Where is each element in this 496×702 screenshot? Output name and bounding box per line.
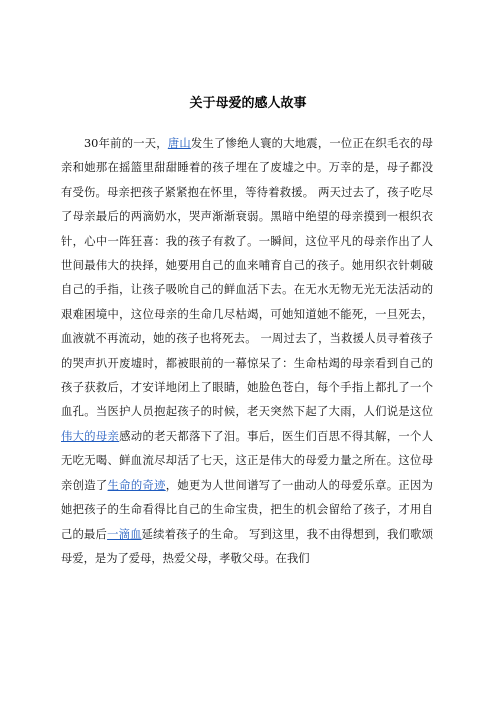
paragraph-text: 发生了惨绝人寰的大地震，一位正在织毛衣的母亲和她那在摇篮里甜甜睡着的孩子埋在了废墟之中。万幸的是，母子都没有受伤。母亲把孩子紧紧抱在怀里，等待着救援。 两天过去了，孩子吃尽了母亲最后的两滴奶水，哭声渐渐衰弱。黑暗中绝望的母亲摸到一根织衣针，心中一阵狂喜：我的孩子有救了。一瞬间，这位平凡的母亲作出了人世间最伟大的抉择，她要用自己的血来哺育自己的孩子。她用织衣针刺破自己的手指，让孩子吸吮自己的鲜血活下去。在无水无物无光无法活动的艰难困境中，这位母亲的生命几尽枯竭，可她知道她不能死，一旦死去，血液就不再流动，她的孩子也将死去。 一周过去了，当救援人员寻着孩子的哭声扒开废墟时，都被眼前的一幕惊呆了：生命枯竭的母亲看到自己的孩子获救后，才安详地闭上了眼睛，她脸色苍白，每个手指上都扎了一个血孔。当医护人员抱起孩子的时候，老天突然下起了大雨，人们说是这位: [61, 137, 433, 419]
story-paragraph: [61, 132, 433, 571]
paragraph-text: 30年前的一天，: [84, 137, 168, 150]
paragraph-text: 延续着孩子的生命。 写到这里，我不由得想到，我们歌颂母爱，是为了爱母，热爱父母，孝敬父母。在我们: [61, 527, 433, 565]
document-title: 关于母爱的感人故事: [189, 96, 307, 111]
link-miracle-of-life[interactable]: 生命的奇迹: [107, 478, 166, 492]
paragraph-text: ，她更为人世间谱写了一曲动人的母爱乐章。正因为她把孩子的生命看得比自己的生命宝贵，把生的机会留给了孩子，才用自己的最后: [61, 478, 433, 541]
link-tangshan[interactable]: 唐山: [167, 137, 191, 150]
paragraph-text: 感动的老天都落下了泪。事后，医生们百思不得其解，一个人无吃无喝、鲜血流尽却活了七天，这正是伟大的母爱力量之所在。这位母亲创造了: [61, 429, 433, 492]
link-a-drop-of-blood[interactable]: 一滴血: [107, 527, 142, 541]
link-great-mother[interactable]: 伟大的母亲: [61, 429, 120, 443]
